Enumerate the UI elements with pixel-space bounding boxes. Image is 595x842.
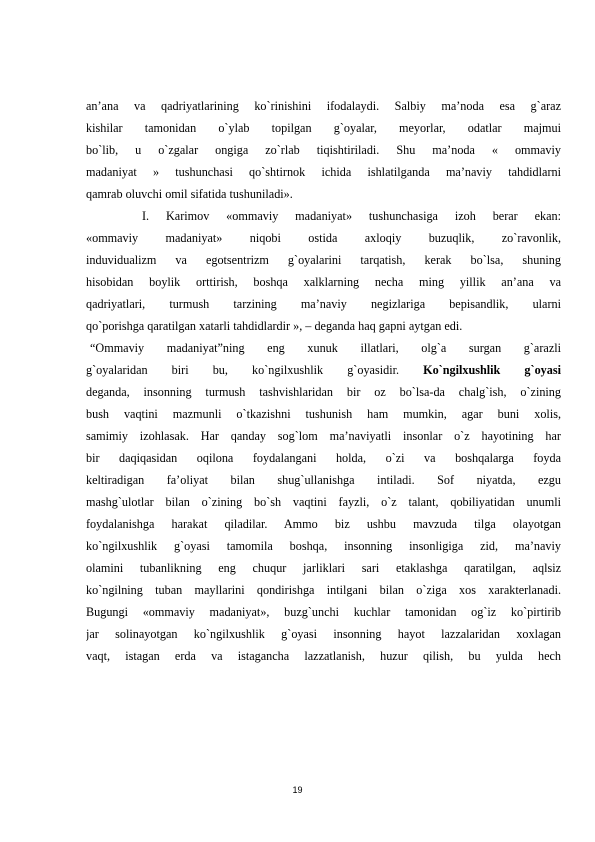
text-line: bush vaqtini mazmunli o`tkazishni tushunish ham mumkin, agar buni xolis,: [86, 407, 561, 421]
text-line: foydalanishga harakat qiladilar. Ammo biz ushbu mavzuda tilga olayotgan: [86, 517, 561, 531]
text-line: mashg`ulotlar bilan o`zining bo`sh vaqtini fayzli, o`z talant, qobiliyatidan unumli: [86, 495, 561, 509]
text-line: kishilar tamonidan o`ylab topilgan g`oyalar, meyorlar, odatlar majmui: [86, 121, 561, 135]
text-line-mixed: [86, 359, 561, 381]
text-line: keltiradigan fa’oliyat bilan shug`ullanishga intiladi. Sof niyatda, ezgu: [86, 473, 561, 487]
text-line: ko`ngilning tuban mayllarini qondirishga intilgani bilan o`ziga xos xarakterlanadi.: [86, 583, 561, 597]
text-line: deganda, insonning turmush tashvishlaridan bir oz bo`lsa-da chalg`ish, o`zining: [86, 385, 561, 399]
text-line: I. Karimov «ommaviy madaniyat» tushunchasiga izoh berar ekan:: [142, 209, 561, 223]
text-line: “Ommaviy madaniyat”ning eng xunuk illatlari, olg`a surgan g`arazli: [90, 341, 561, 355]
page-number: 19: [292, 785, 303, 795]
text-line: bo`lib, u o`zgalar ongiga zo`rlab tiqishtiriladi. Shu ma’noda « ommaviy: [86, 143, 561, 157]
text-line: an’ana va qadriyatlarining ko`rinishini ifodalaydi. Salbiy ma’noda esa g`araz: [86, 99, 561, 113]
text-line: qamrab oluvchi omil sifatida tushuniladi».: [86, 187, 293, 201]
text-line: olamini tubanlikning eng chuqur jarliklari sari etaklashga qaratilgan, aqlsiz: [86, 561, 561, 575]
text-line: qadriyatlari, turmush tarzining ma’naviy negizlariga bepisandlik, ularni: [86, 297, 561, 311]
body-text: [86, 95, 561, 667]
text-segment: g`oyalaridan biri bu, ko`ngilxushlik g`oyasidir.: [86, 363, 400, 377]
text-line: Bugungi «ommaviy madaniyat», buzg`unchi kuchlar tamonidan og`iz ko`pirtirib: [86, 605, 561, 619]
bold-term: Ko`ngilxushlik g`oyasi: [423, 363, 561, 377]
text-line: ko`ngilxushlik g`oyasi tamomila boshqa, insonning insonligiga zid, ma’naviy: [86, 539, 561, 553]
text-line: jar solinayotgan ko`ngilxushlik g`oyasi insonning hayot lazzalaridan xoxlagan: [86, 627, 561, 641]
text-line: «ommaviy madaniyat» niqobi ostida axloqiy buzuqlik, zo`ravonlik,: [86, 231, 561, 245]
text-line: madaniyat » tushunchasi qo`shtirnok ichida ishlatilganda ma’naviy tahdidlarni: [86, 165, 561, 179]
text-line: vaqt, istagan erda va istagancha lazzatlanish, huzur qilish, bu yulda hech: [86, 649, 561, 663]
text-line: qo`porishga qaratilgan xatarli tahdidlardir », – deganda haq gapni aytgan edi.: [86, 319, 463, 333]
text-line: induvidualizm va egotsentrizm g`oyalarini tarqatish, kerak bo`lsa, shuning: [86, 253, 561, 267]
text-line: samimiy izohlasak. Har qanday sog`lom ma’naviyatli insonlar o`z hayotining har: [86, 429, 561, 443]
text-line: hisobidan boylik orttirish, boshqa xalklarning necha ming yillik an’ana va: [86, 275, 561, 289]
text-line: bir daqiqasidan oqilona foydalangani holda, o`zi va boshqalarga foyda: [86, 451, 561, 465]
